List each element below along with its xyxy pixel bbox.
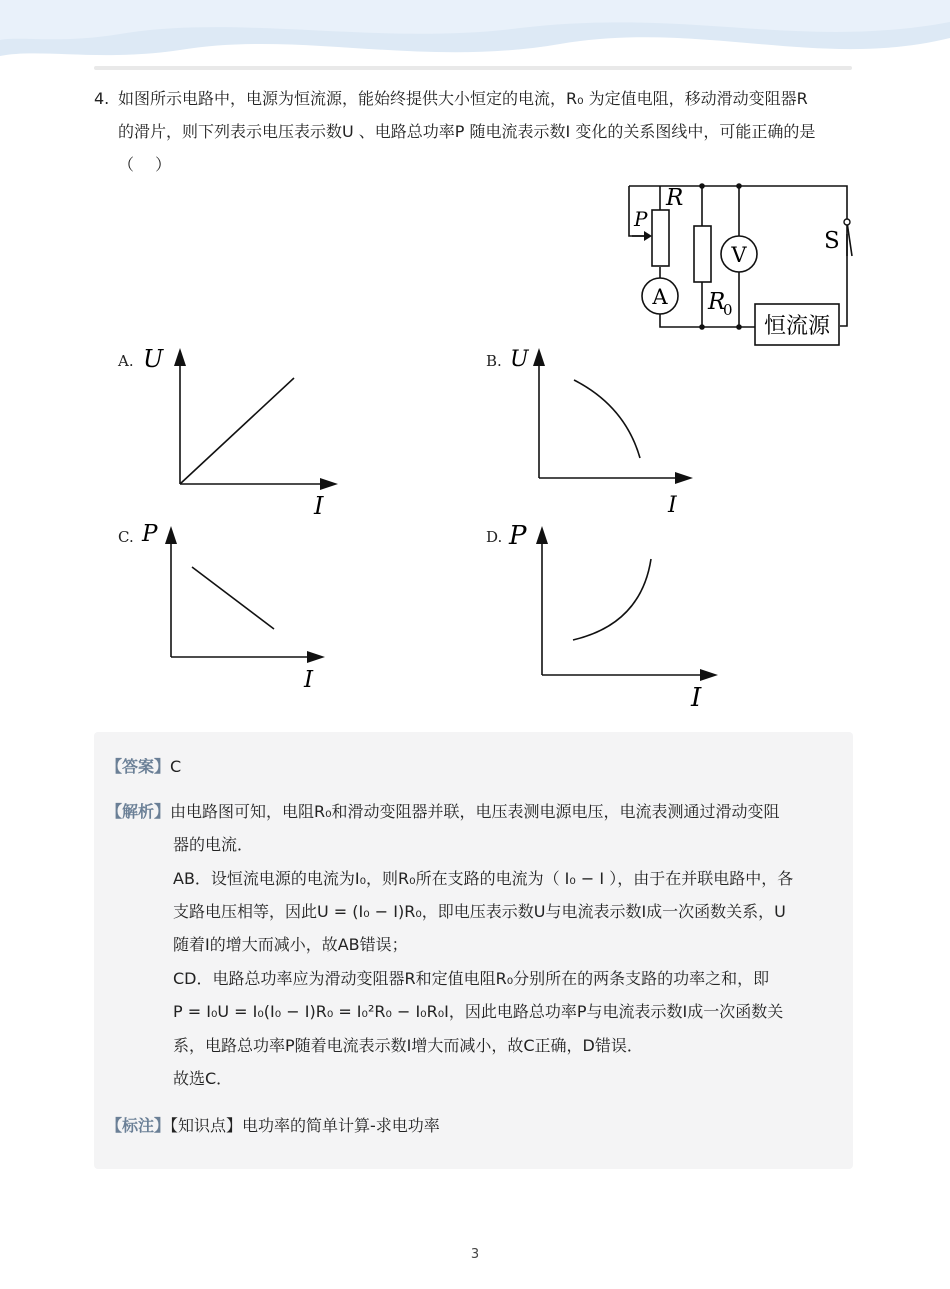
graph-b-curve <box>574 380 640 458</box>
graph-d-curve <box>573 559 651 640</box>
graph-a-curve <box>180 378 294 484</box>
analysis-line-6: CD．电路总功率应为滑动变阻器R和定值电阻R₀分别所在的两条支路的功率之和，即 <box>173 969 770 988</box>
label-r0: R <box>708 289 726 315</box>
header-divider <box>94 66 852 70</box>
resistor-r0 <box>694 226 711 282</box>
option-d-graph <box>505 516 735 716</box>
option-c-label: C. <box>118 528 134 546</box>
graph-b-y-label: U <box>510 347 529 372</box>
analysis-line-3: AB．设恒流电源的电流为I₀，则R₀所在支路的电流为（ I₀ − I ），由于在并联电路中，各 <box>173 869 794 888</box>
ammeter-label: A <box>652 285 668 309</box>
option-a-graph <box>140 340 350 520</box>
answer-tag: 【答案】 <box>106 757 171 776</box>
graph-c-x-label: I <box>304 667 314 693</box>
rheostat-r <box>652 210 669 266</box>
analysis-tag: 【解析】 <box>106 802 171 821</box>
label-p: P <box>634 207 648 231</box>
answer-panel <box>94 732 853 1169</box>
option-c-graph <box>140 516 340 696</box>
option-a-label: A. <box>118 352 134 370</box>
note-tag: 【标注】 <box>106 1116 171 1135</box>
graph-a-y-label: U <box>143 345 164 373</box>
label-r: R <box>666 185 684 211</box>
page-number: 3 <box>470 1247 480 1262</box>
graph-d-x-label: I <box>691 683 702 713</box>
analysis-line-4: 支路电压相等，因此U = (I₀ − I)R₀，即电压表示数U与电流表示数I成一次函数关系，U <box>173 902 786 921</box>
option-d-label: D. <box>486 528 503 546</box>
option-b-label: B. <box>486 352 502 370</box>
voltmeter-label: V <box>731 243 747 267</box>
switch-contact-icon <box>844 219 850 225</box>
switch-label: S <box>824 228 840 254</box>
graph-a-x-label: I <box>314 492 324 520</box>
graph-b-x-label: I <box>668 493 677 518</box>
note-value: 【知识点】电功率的简单计算-求电功率 <box>170 1116 440 1135</box>
graph-c-curve <box>192 567 274 629</box>
analysis-line-5: 随着I的增大而减小，故AB错误； <box>173 935 408 954</box>
source-label: 恒流源 <box>763 314 831 339</box>
answer-value: C <box>170 757 182 776</box>
graph-c-y-label: P <box>142 521 158 547</box>
label-r0-sub: 0 <box>723 301 733 319</box>
option-b-graph <box>505 340 705 520</box>
analysis-line-2: 器的电流． <box>173 835 254 854</box>
circuit-diagram <box>600 176 860 352</box>
analysis-line-7: P = I₀U = I₀(I₀ − I)R₀ = I₀²R₀ − I₀R₀I，因此电路总功率P与电流表示数I成一次函数关 <box>173 1002 784 1021</box>
graph-d-y-label: P <box>509 521 527 551</box>
question-number: 4. <box>94 89 110 108</box>
note-row <box>106 1109 440 1142</box>
question-line-2: 的滑片，则下列表示电压表示数U 、电路总功率P 随电流表示数I 变化的关系图线中，可能正确的是 <box>118 122 816 141</box>
answer-row <box>106 750 181 783</box>
analysis-line-8: 系，电路总功率P随着电流表示数I增大而减小，故C正确，D错误． <box>173 1036 643 1055</box>
question-line-1: 4. 如图所示电路中，电源为恒流源，能始终提供大小恒定的电流，R₀ 为定值电阻，移动滑动变阻器R <box>94 82 808 115</box>
analysis-row: 【解析】由电路图可知，电阻R₀和滑动变阻器并联，电压表测电源电压，电流表测通过滑动变阻 <box>106 802 780 821</box>
analysis-line-9: 故选C． <box>173 1069 233 1088</box>
slider-arrow-icon <box>644 231 652 241</box>
question-line-3: （ ） <box>118 155 172 174</box>
